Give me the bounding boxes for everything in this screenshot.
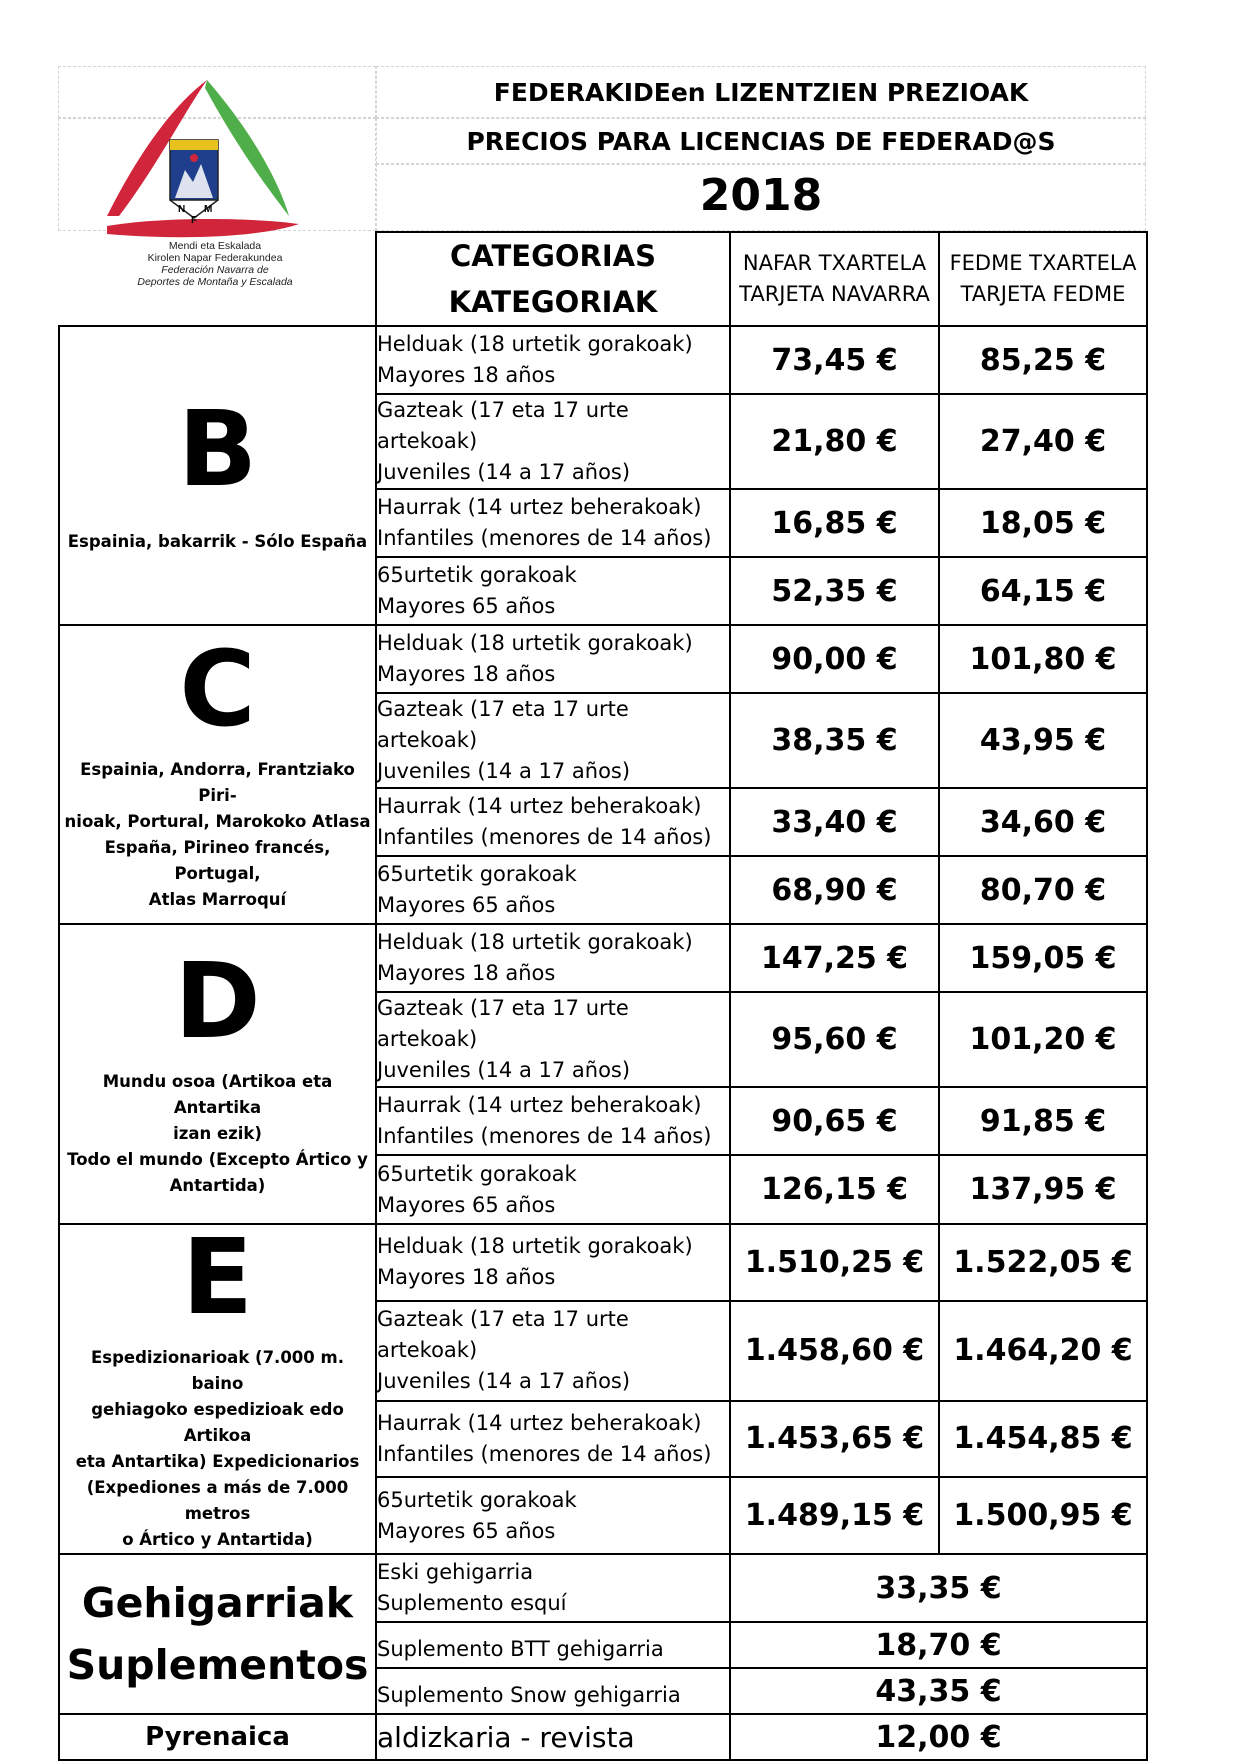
price-fedme: 80,70 € bbox=[939, 856, 1147, 924]
category-cell bbox=[376, 788, 730, 856]
header-categories-es: CATEGORIAS bbox=[450, 239, 656, 273]
header-categories-eu: KATEGORIAK bbox=[448, 285, 658, 319]
price-fedme: 18,05 € bbox=[939, 489, 1147, 557]
table-row bbox=[59, 924, 1147, 992]
price-navarra: 16,85 € bbox=[730, 489, 939, 557]
price-navarra: 126,15 € bbox=[730, 1155, 939, 1224]
group-description-line: nioak, Portural, Marokoko Atlasa bbox=[64, 811, 371, 831]
category-cell bbox=[376, 1155, 730, 1224]
supplements-title bbox=[59, 1554, 376, 1714]
pyrenaica-price: 12,00 € bbox=[730, 1714, 1147, 1760]
category-label-eu: Haurrak (14 urtez beherakoak) bbox=[377, 495, 702, 519]
category-label-es: Juveniles (14 a 17 años) bbox=[377, 1369, 631, 1394]
price-navarra: 1.453,65 € bbox=[730, 1401, 939, 1478]
group-description-line: Espainia, Andorra, Frantziako Piri- bbox=[80, 759, 355, 805]
group-description bbox=[60, 757, 375, 913]
price-navarra: 68,90 € bbox=[730, 856, 939, 924]
supplement-label bbox=[376, 1554, 730, 1622]
group-d bbox=[59, 924, 376, 1224]
price-navarra: 52,35 € bbox=[730, 557, 939, 625]
group-description-line: Todo el mundo (Excepto Ártico y bbox=[67, 1150, 368, 1169]
logo-letter-m: M bbox=[204, 204, 213, 215]
category-label-eu: Gazteak (17 eta 17 urte artekoak) bbox=[377, 1307, 629, 1363]
price-navarra: 90,65 € bbox=[730, 1087, 939, 1155]
group-letter: D bbox=[174, 940, 261, 1062]
group-description-line: Mundu osoa (Artikoa eta Antartika bbox=[102, 1072, 333, 1117]
supplement-price: 33,35 € bbox=[730, 1554, 1147, 1622]
title-spanish: PRECIOS PARA LICENCIAS DE FEDERAD@S bbox=[466, 127, 1056, 156]
category-label-es: Infantiles (menores de 14 años) bbox=[377, 825, 712, 849]
header-fedme-es: TARJETA FEDME bbox=[960, 282, 1126, 306]
price-fedme: 27,40 € bbox=[939, 394, 1147, 489]
category-label-eu: 65urtetik gorakoak bbox=[377, 1161, 577, 1186]
group-description bbox=[60, 1069, 375, 1199]
supplement-label-line2: Suplemento Snow gehigarria bbox=[377, 1683, 681, 1707]
category-label-eu: Haurrak (14 urtez beherakoak) bbox=[377, 794, 702, 818]
supplement-label bbox=[376, 1622, 730, 1668]
supplement-row bbox=[59, 1554, 1147, 1622]
group-description-line: gehiagoko espedizioak edo Artikoa bbox=[91, 1400, 344, 1445]
logo-letter-n: N bbox=[178, 204, 186, 215]
group-b bbox=[59, 326, 376, 625]
category-label-eu: Haurrak (14 urtez beherakoak) bbox=[377, 1410, 702, 1435]
category-cell bbox=[376, 394, 730, 489]
price-fedme: 101,20 € bbox=[939, 992, 1147, 1087]
price-fedme: 91,85 € bbox=[939, 1087, 1147, 1155]
category-cell bbox=[376, 1224, 730, 1301]
category-cell bbox=[376, 924, 730, 992]
group-description-line: eta Antartika) Expedicionarios bbox=[75, 1452, 360, 1471]
header-navarra bbox=[730, 232, 939, 326]
category-label-eu: 65urtetik gorakoak bbox=[377, 1487, 577, 1512]
category-label-eu: Haurrak (14 urtez beherakoak) bbox=[377, 1093, 702, 1117]
category-cell bbox=[376, 326, 730, 394]
category-label-eu: Helduak (18 urtetik gorakoak) bbox=[377, 1234, 693, 1259]
group-description-line: España, Pirineo francés, Portugal, bbox=[104, 837, 331, 883]
category-cell bbox=[376, 693, 730, 788]
category-label-es: Mayores 18 años bbox=[377, 1265, 556, 1290]
supplements-title-eu: Gehigarriak bbox=[81, 1579, 354, 1627]
category-label-es: Mayores 18 años bbox=[377, 662, 556, 686]
group-description-line: izan ezik) bbox=[173, 1124, 262, 1143]
category-label-es: Juveniles (14 a 17 años) bbox=[377, 759, 631, 783]
price-fedme: 1.522,05 € bbox=[939, 1224, 1147, 1301]
group-letter: C bbox=[179, 627, 256, 750]
header-fedme-eu: FEDME TXARTELA bbox=[949, 251, 1137, 275]
category-label-eu: Gazteak (17 eta 17 urte artekoak) bbox=[377, 398, 629, 453]
category-label-es: Mayores 65 años bbox=[377, 594, 556, 618]
group-description-line: Espainia, bakarrik - Sólo España bbox=[67, 531, 368, 551]
price-navarra: 33,40 € bbox=[730, 788, 939, 856]
title-basque: FEDERAKIDEen LIZENTZIEN PREZIOAK bbox=[493, 78, 1029, 107]
category-label-eu: Gazteak (17 eta 17 urte artekoak) bbox=[377, 996, 629, 1051]
price-fedme: 43,95 € bbox=[939, 693, 1147, 788]
category-label-es: Mayores 18 años bbox=[377, 363, 556, 387]
price-navarra: 73,45 € bbox=[730, 326, 939, 394]
price-fedme: 137,95 € bbox=[939, 1155, 1147, 1224]
header-fedme bbox=[939, 232, 1147, 326]
logo-caption-line3: Federación Navarra de bbox=[161, 264, 269, 276]
group-description bbox=[60, 529, 375, 555]
category-label-es: Mayores 65 años bbox=[377, 1192, 556, 1217]
table-header-row bbox=[59, 232, 1147, 326]
category-cell bbox=[376, 625, 730, 693]
header-navarra-eu: NAFAR TXARTELA bbox=[742, 251, 927, 275]
category-label-eu: 65urtetik gorakoak bbox=[377, 563, 577, 587]
logo-caption-line2: Kirolen Napar Federakundea bbox=[147, 252, 283, 264]
category-cell bbox=[376, 992, 730, 1087]
category-cell bbox=[376, 1401, 730, 1478]
price-fedme: 85,25 € bbox=[939, 326, 1147, 394]
supplement-price: 43,35 € bbox=[730, 1668, 1147, 1714]
price-table bbox=[58, 231, 1148, 1761]
supplement-label-line2: Suplemento esquí bbox=[377, 1591, 567, 1615]
price-navarra: 38,35 € bbox=[730, 693, 939, 788]
header-categories bbox=[376, 232, 730, 326]
supplement-label-line1: Eski gehigarria bbox=[377, 1560, 534, 1584]
supplement-price: 18,70 € bbox=[730, 1622, 1147, 1668]
pyrenaica-title: Pyrenaica bbox=[59, 1714, 376, 1760]
price-navarra: 21,80 € bbox=[730, 394, 939, 489]
group-description bbox=[60, 1345, 375, 1553]
category-label-es: Infantiles (menores de 14 años) bbox=[377, 526, 712, 550]
category-label-eu: 65urtetik gorakoak bbox=[377, 862, 577, 886]
header-navarra-es: TARJETA NAVARRA bbox=[739, 282, 930, 306]
category-label-es: Mayores 65 años bbox=[377, 1518, 556, 1543]
price-navarra: 1.489,15 € bbox=[730, 1477, 939, 1554]
category-label-eu: Gazteak (17 eta 17 urte artekoak) bbox=[377, 697, 629, 752]
price-navarra: 147,25 € bbox=[730, 924, 939, 992]
category-label-eu: Helduak (18 urtetik gorakoak) bbox=[377, 332, 693, 356]
category-cell bbox=[376, 489, 730, 557]
category-label-eu: Helduak (18 urtetik gorakoak) bbox=[377, 631, 693, 655]
group-letter: E bbox=[181, 1216, 254, 1338]
group-e bbox=[59, 1216, 376, 1554]
table-row bbox=[59, 326, 1147, 394]
category-label-es: Juveniles (14 a 17 años) bbox=[377, 460, 631, 484]
category-cell bbox=[376, 1477, 730, 1554]
category-cell bbox=[376, 856, 730, 924]
logo-caption-line1: Mendi eta Eskalada bbox=[168, 240, 262, 252]
category-label-es: Infantiles (menores de 14 años) bbox=[377, 1124, 712, 1148]
group-description-line: Espedizionarioak (7.000 m. baino bbox=[91, 1348, 344, 1393]
group-c bbox=[59, 625, 376, 924]
group-letter: B bbox=[177, 387, 258, 510]
group-description-line: Atlas Marroquí bbox=[148, 889, 287, 909]
price-fedme: 64,15 € bbox=[939, 557, 1147, 625]
category-cell bbox=[376, 557, 730, 625]
table-row bbox=[59, 625, 1147, 693]
price-fedme: 1.500,95 € bbox=[939, 1477, 1147, 1554]
group-description-line: Antartida) bbox=[169, 1176, 266, 1195]
category-cell bbox=[376, 1087, 730, 1155]
price-navarra: 90,00 € bbox=[730, 625, 939, 693]
category-label-eu: Helduak (18 urtetik gorakoak) bbox=[377, 930, 693, 954]
price-fedme: 1.454,85 € bbox=[939, 1401, 1147, 1478]
price-navarra: 95,60 € bbox=[730, 992, 939, 1087]
pyrenaica-label: aldizkaria - revista bbox=[376, 1714, 730, 1760]
category-label-es: Mayores 18 años bbox=[377, 961, 556, 985]
price-fedme: 101,80 € bbox=[939, 625, 1147, 693]
category-label-es: Infantiles (menores de 14 años) bbox=[377, 1441, 712, 1466]
category-cell bbox=[376, 1301, 730, 1401]
price-fedme: 159,05 € bbox=[939, 924, 1147, 992]
supplement-label-line2: Suplemento BTT gehigarria bbox=[377, 1637, 664, 1661]
table-row bbox=[59, 1224, 1147, 1301]
supplements-title-es: Suplementos bbox=[66, 1641, 369, 1689]
category-label-es: Juveniles (14 a 17 años) bbox=[377, 1058, 631, 1082]
price-fedme: 34,60 € bbox=[939, 788, 1147, 856]
group-description-line: (Expediones a más de 7.000 metros bbox=[86, 1478, 349, 1523]
supplement-label bbox=[376, 1668, 730, 1714]
logo-letter-f: F bbox=[191, 215, 198, 226]
price-fedme: 1.464,20 € bbox=[939, 1301, 1147, 1401]
logo-caption-line4: Deportes de Montaña y Escalada bbox=[137, 276, 293, 288]
pyrenaica-row bbox=[59, 1714, 1147, 1760]
price-navarra: 1.458,60 € bbox=[730, 1301, 939, 1401]
category-label-es: Mayores 65 años bbox=[377, 893, 556, 917]
group-description-line: o Ártico y Antartida) bbox=[122, 1530, 313, 1549]
year: 2018 bbox=[699, 170, 823, 221]
price-navarra: 1.510,25 € bbox=[730, 1224, 939, 1301]
